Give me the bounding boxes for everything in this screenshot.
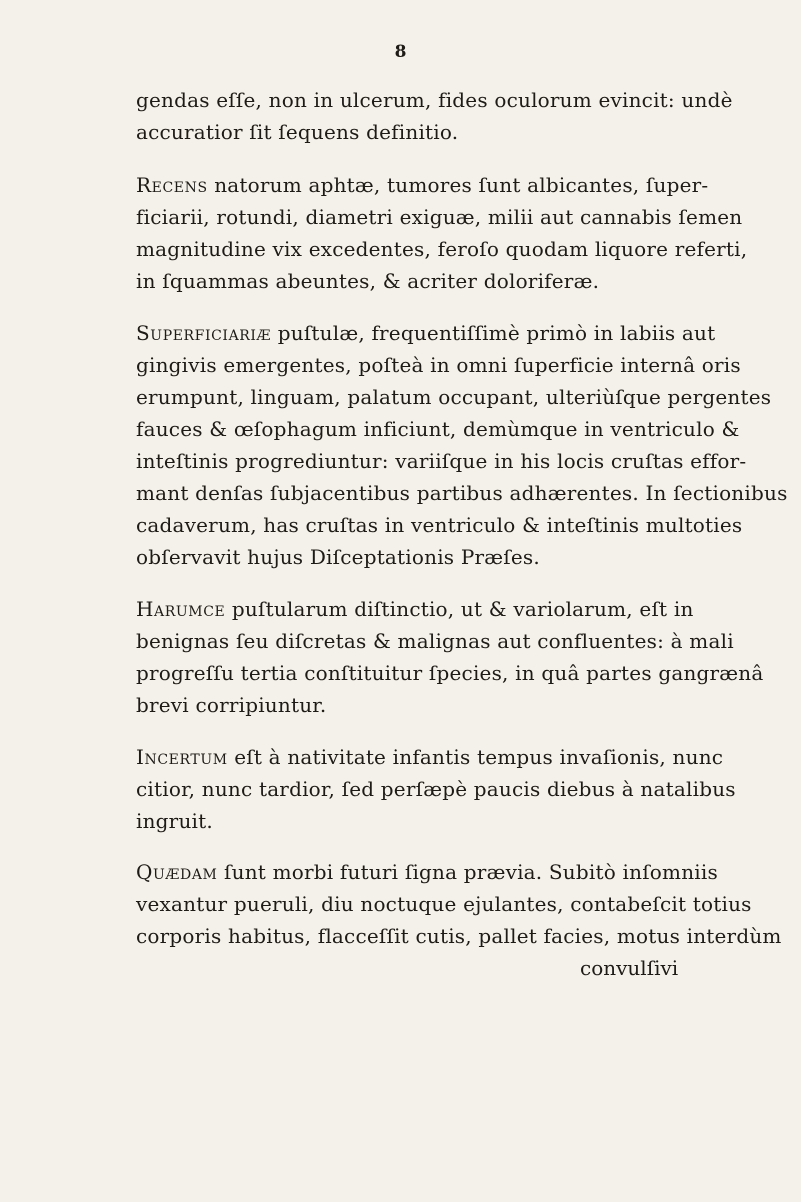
text-line: gingivis emergentes, poſteà in omni ſuperficie internâ oris bbox=[136, 353, 741, 377]
text-line: in ſquammas abeuntes, & acriter doloriferæ. bbox=[136, 269, 600, 293]
paragraph-lead-word: Quædam bbox=[136, 860, 218, 884]
page-number: 8 bbox=[394, 42, 407, 62]
text-line: ficiarii, rotundi, diametri exiguæ, milii aut cannabis ſemen bbox=[136, 205, 743, 229]
text-line: gendas eſſe, non in ulcerum, fides oculorum evincit: undè bbox=[136, 88, 733, 112]
text-line: cadaverum, has cruſtas in ventriculo & inteſtinis multoties bbox=[136, 513, 743, 537]
text-line: erumpunt, linguam, palatum occupant, ulteriùſque pergentes bbox=[136, 385, 772, 409]
text-line: inteſtinis progrediuntur: variiſque in his locis cruſtas effor- bbox=[136, 449, 747, 473]
text-line: mant denſas ſubjacentibus partibus adhærentes. In ſectionibus bbox=[136, 481, 788, 505]
text-line: Superficiariæ puſtulæ, frequentiſſimè primò in labiis aut bbox=[136, 321, 716, 345]
text-line: fauces & œſophagum inficiunt, demùmque in ventriculo & bbox=[136, 417, 740, 441]
text-line: Incertum eſt à nativitate infantis tempus invaſionis, nunc bbox=[136, 745, 724, 769]
paragraph-lead-word: Recens bbox=[136, 173, 208, 197]
text-line: Recens natorum aphtæ, tumores ſunt albicantes, ſuper- bbox=[136, 173, 709, 197]
text-line: ingruit. bbox=[136, 809, 213, 833]
text-line: Harumce puſtularum diſtinctio, ut & variolarum, eſt in bbox=[136, 597, 694, 621]
text-line: benignas ſeu diſcretas & malignas aut confluentes: à mali bbox=[136, 629, 734, 653]
text-line: accuratior ſit ſequens definitio. bbox=[136, 120, 459, 144]
text-line: brevi corripiuntur. bbox=[136, 693, 327, 717]
text-line: magnitudine vix excedentes, feroſo quodam liquore referti, bbox=[136, 237, 748, 261]
text-line: vexantur pueruli, diu noctuque ejulantes, contabeſcit totius bbox=[136, 892, 752, 916]
catchword: convulſivi bbox=[580, 956, 679, 980]
text-line: corporis habitus, flacceſſit cutis, pallet facies, motus interdùm bbox=[136, 924, 782, 948]
text-line: citior, nunc tardior, ſed perſæpè paucis diebus à natalibus bbox=[136, 777, 736, 801]
paragraph-lead-word: Incertum bbox=[136, 745, 228, 769]
text-line: Quædam ſunt morbi futuri ſigna prævia. Subitò inſomniis bbox=[136, 860, 718, 884]
paragraph-lead-word: Superficiariæ bbox=[136, 321, 272, 345]
text-line: progreſſu tertia conſtituitur ſpecies, in quâ partes gangrænâ bbox=[136, 661, 764, 685]
text-line: obſervavit hujus Diſceptationis Præſes. bbox=[136, 545, 540, 569]
paragraph-lead-word: Harumce bbox=[136, 597, 226, 621]
